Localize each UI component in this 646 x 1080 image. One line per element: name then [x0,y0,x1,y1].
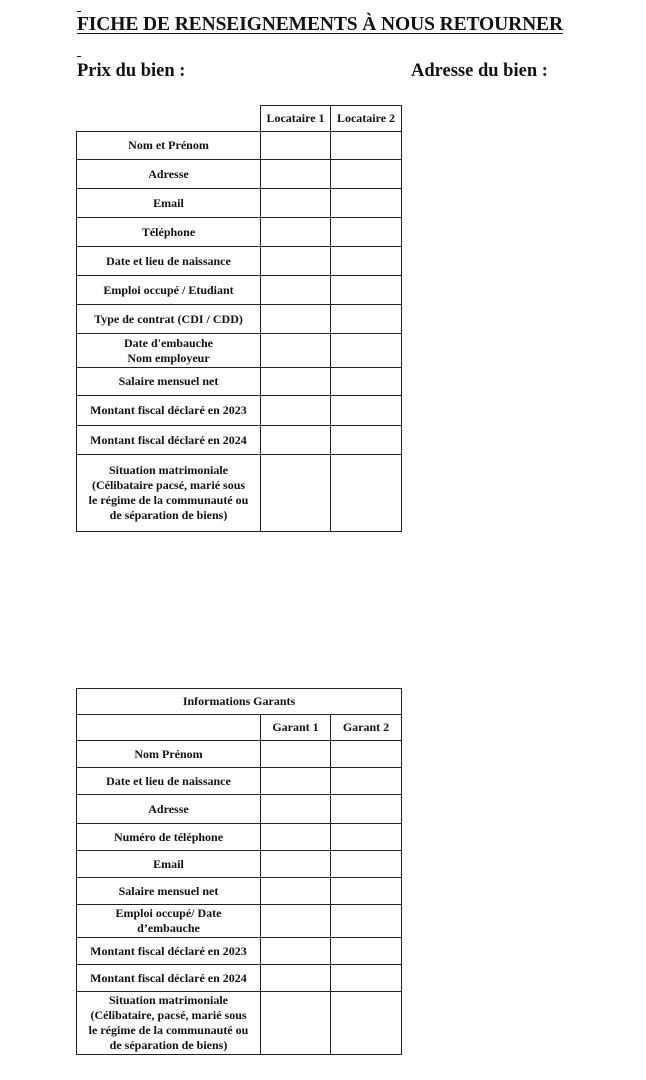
guarantor-row [77,938,402,965]
tenant-row-label [77,247,261,276]
tenant-row-label [77,396,261,426]
guarantor-row-label [77,795,261,824]
guarantor-1-entry-cell[interactable] [261,824,331,851]
guarantor-row-label [77,878,261,905]
tenant-row-label [77,276,261,305]
tenant-row-label [77,368,261,396]
tenant-1-entry-cell[interactable] [261,247,331,276]
label-line: Email [153,856,184,871]
label-line: Date et lieu de naissance [106,253,231,268]
label-line: Date et lieu de naissance [106,773,231,788]
label-line: Montant fiscal déclaré en 2024 [90,432,247,447]
guarantor-1-entry-cell[interactable] [261,878,331,905]
column-header-guarantor-2: Garant 2 [331,715,402,741]
tenant-1-entry-cell[interactable] [261,426,331,455]
guarantor-1-entry-cell[interactable] [261,905,331,938]
tenant-1-entry-cell[interactable] [261,334,331,368]
guarantors-table [76,688,402,1055]
blank-header-cell [77,715,261,741]
guarantor-row-label [77,851,261,878]
label-line: Adresse [148,801,189,816]
guarantor-row-label [77,905,261,938]
label-line: Montant fiscal déclaré en 2023 [90,403,247,417]
tenant-row-label [77,189,261,218]
tenant-row [77,396,402,426]
label-line: Montant fiscal déclaré en 2023 [90,943,247,958]
tenant-1-entry-cell[interactable] [261,160,331,189]
label-line: Montant fiscal déclaré en 2024 [90,970,247,985]
tenant-row-label [77,132,261,160]
property-price-label: Prix du bien : [77,61,186,81]
label-line: Situation matrimoniale [109,463,228,477]
guarantor-1-entry-cell[interactable] [261,795,331,824]
tenant-row [77,368,402,396]
tenant-1-entry-cell[interactable] [261,132,331,160]
label-line: (Célibataire pacsé, marié sous [91,478,246,492]
guarantor-2-entry-cell[interactable] [331,992,402,1055]
tenant-2-entry-cell[interactable] [331,189,402,218]
label-line: Téléphone [141,224,196,239]
tenant-row-label [77,426,261,455]
label-line: Adresse [148,166,189,181]
tenant-2-entry-cell[interactable] [331,396,402,426]
tenant-row [77,276,402,305]
label-line: Date d'embauche [124,335,213,350]
tenants-header-row [77,106,402,132]
label-line: de séparation de biens) [109,508,228,522]
guarantor-row [77,851,402,878]
tenant-row-label [77,455,261,532]
guarantor-row-label [77,741,261,768]
tenant-row [77,426,402,455]
tenant-2-entry-cell[interactable] [331,160,402,189]
label-line: Emploi occupé/ Date [115,906,222,920]
column-header-tenant-2: Locataire 2 [331,106,402,132]
guarantors-header-row [77,715,402,741]
guarantor-1-entry-cell[interactable] [261,938,331,965]
label-line: Emploi occupé / Etudiant [103,282,234,297]
label-line: le régime de la communauté ou [88,493,249,507]
label-line: Email [153,195,184,210]
column-header-tenant-1: Locataire 1 [261,106,331,132]
guarantor-2-entry-cell[interactable] [331,878,402,905]
tenant-1-entry-cell[interactable] [261,189,331,218]
tenant-2-entry-cell[interactable] [331,368,402,396]
tenant-row [77,305,402,334]
guarantor-row-label [77,938,261,965]
tenant-1-entry-cell[interactable] [261,368,331,396]
label-line: Nom employeur [127,350,210,365]
tenant-row [77,189,402,218]
guarantor-2-entry-cell[interactable] [331,795,402,824]
guarantor-1-entry-cell[interactable] [261,851,331,878]
guarantor-row-label [77,824,261,851]
guarantor-row-label [77,992,261,1055]
label-line: d’embauche [137,921,200,935]
tenant-row-label [77,218,261,247]
decorative-tick [77,56,81,57]
column-header-guarantor-1: Garant 1 [261,715,331,741]
tenant-row [77,218,402,247]
label-line: le régime de la communauté ou [88,1023,249,1037]
guarantor-2-entry-cell[interactable] [331,741,402,768]
tenant-row [77,334,402,368]
label-line: Type de contrat (CDI / CDD) [94,311,243,326]
tenant-1-entry-cell[interactable] [261,276,331,305]
tenant-row [77,247,402,276]
label-line: Nom et Prénom [128,138,209,152]
guarantor-2-entry-cell[interactable] [331,768,402,795]
blank-corner [77,106,261,132]
tenant-2-entry-cell[interactable] [331,426,402,455]
tenants-table [76,105,402,532]
guarantor-row [77,905,402,938]
guarantor-row-label [77,965,261,992]
tenant-2-entry-cell[interactable] [331,247,402,276]
guarantor-1-entry-cell[interactable] [261,965,331,992]
tenant-row-label [77,305,261,334]
label-line: Situation matrimoniale [109,993,228,1007]
guarantor-row [77,878,402,905]
guarantor-row [77,795,402,824]
decorative-tick [77,11,81,12]
guarantor-row [77,741,402,768]
tenant-1-entry-cell[interactable] [261,305,331,334]
label-line: de séparation de biens) [109,1038,228,1052]
tenant-2-entry-cell[interactable] [331,132,402,160]
guarantor-row-label [77,768,261,795]
property-address-label: Adresse du bien : [411,61,548,81]
tenant-2-entry-cell[interactable] [331,334,402,368]
tenant-1-entry-cell[interactable] [261,455,331,532]
label-line: (Célibataire, pacsé, marié sous [90,1008,247,1022]
tenant-row [77,132,402,160]
guarantors-title-row [77,689,402,715]
guarantor-1-entry-cell[interactable] [261,768,331,795]
guarantor-2-entry-cell[interactable] [331,938,402,965]
tenant-1-entry-cell[interactable] [261,218,331,247]
tenant-2-entry-cell[interactable] [331,455,402,532]
tenant-row [77,160,402,189]
tenant-row-label [77,334,261,368]
tenant-2-entry-cell[interactable] [331,276,402,305]
guarantor-row [77,992,402,1055]
guarantor-2-entry-cell[interactable] [331,965,402,992]
guarantor-row [77,768,402,795]
document-title: FICHE DE RENSEIGNEMENTS À NOUS RETOURNER [77,14,563,35]
tenant-2-entry-cell[interactable] [331,305,402,334]
guarantors-table-title: Informations Garants [77,689,402,715]
label-line: Numéro de téléphone [113,829,224,844]
guarantor-2-entry-cell[interactable] [331,905,402,938]
label-line: Nom Prénom [134,746,203,761]
tenant-2-entry-cell[interactable] [331,218,402,247]
label-line: Salaire mensuel net [118,883,219,898]
guarantor-row [77,824,402,851]
tenant-row-label [77,160,261,189]
tenant-1-entry-cell[interactable] [261,396,331,426]
guarantor-row [77,965,402,992]
tenant-row [77,455,402,532]
guarantor-1-entry-cell[interactable] [261,992,331,1055]
guarantor-2-entry-cell[interactable] [331,851,402,878]
guarantor-2-entry-cell[interactable] [331,824,402,851]
guarantor-1-entry-cell[interactable] [261,741,331,768]
label-line: Salaire mensuel net [118,374,219,388]
